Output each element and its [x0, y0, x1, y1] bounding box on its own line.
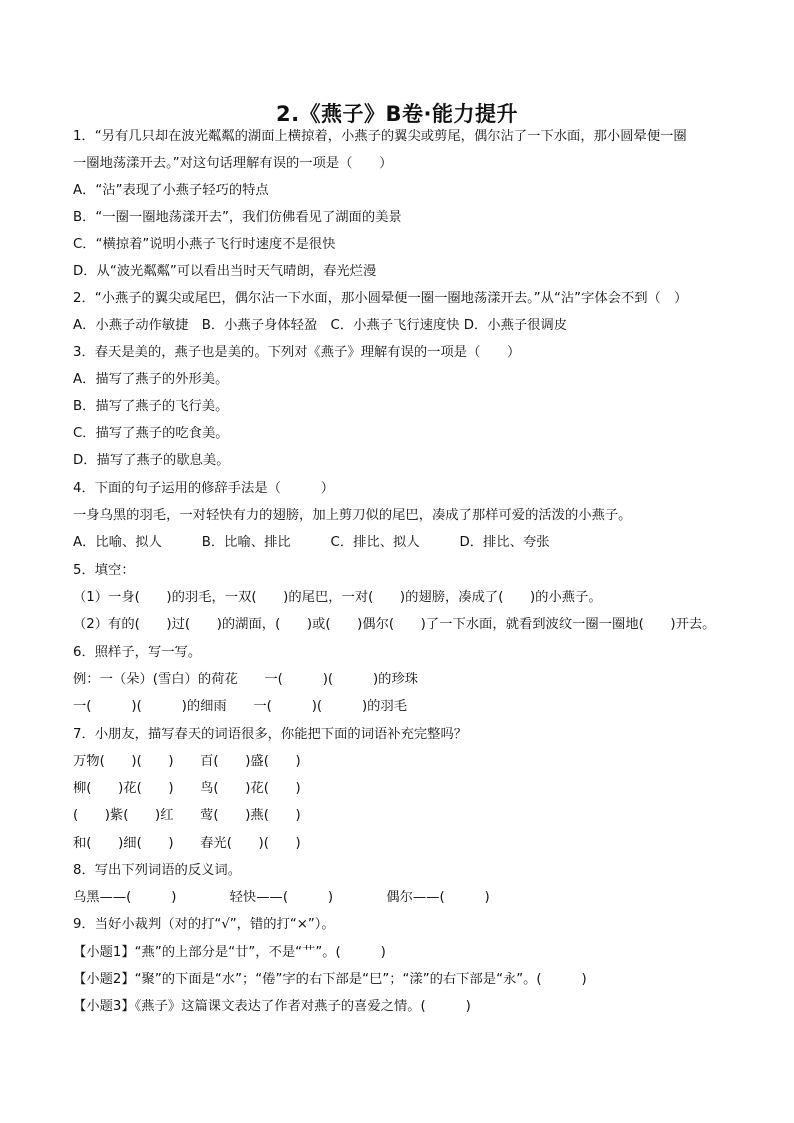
- question-8-stem: 8．写出下列词语的反义词。: [73, 863, 242, 878]
- question-9-sub-1: 【小题1】“燕”的上部分是“廿”，不是“艹”。( ): [73, 945, 386, 960]
- question-1-stem-line-2: 一圈地荡漾开去。”对这句话理解有误的一项是（ ）: [73, 156, 393, 171]
- question-7-row-3: ( )紫( )红 莺( )燕( ): [73, 808, 301, 823]
- question-6-blanks: 一( )( )的细雨 一( )( )的羽毛: [73, 699, 408, 714]
- question-2-options: A．小燕子动作敏捷 B．小燕子身体轻盈 C．小燕子飞行速度快 D．小燕子很调皮: [73, 318, 568, 333]
- question-6-stem: 6．照样子，写一写。: [73, 645, 202, 660]
- question-7-row-4: 和( )细( ) 春光( )( ): [73, 836, 301, 851]
- question-3-stem: 3．春天是美的，燕子也是美的。下列对《燕子》理解有误的一项是（ ）: [73, 345, 521, 360]
- question-3-option-b: B．描写了燕子的飞行美。: [73, 399, 229, 414]
- question-8-blanks: 乌黑——( ) 轻快——( ) 偶尔——( ): [73, 890, 490, 905]
- question-9-sub-3: 【小题3】《燕子》这篇课文表达了作者对燕子的喜爱之情。( ): [73, 999, 471, 1014]
- question-3-option-c: C．描写了燕子的吃食美。: [73, 426, 229, 441]
- question-4-sentence: 一身乌黑的羽毛，一对轻快有力的翅膀，加上剪刀似的尾巴，凑成了那样可爱的活泼的小燕子。: [73, 508, 632, 523]
- question-5-item-2: （2）有的( )过( )的湖面，( )或( )偶尔( )了一下水面，就看到波纹一圈一圈地( )开去。: [73, 617, 716, 632]
- question-4-stem: 4．下面的句子运用的修辞手法是（ ）: [73, 481, 335, 496]
- question-7-row-2: 柳( )花( ) 鸟( )花( ): [73, 781, 301, 796]
- page-title: 2.《燕子》B卷·能力提升: [275, 102, 519, 126]
- question-3-option-d: D．描写了燕子的歇息美。: [73, 453, 230, 468]
- question-1-option-d: D．从“波光粼粼”可以看出当时天气晴朗，春光烂漫: [73, 264, 377, 279]
- question-7-row-1: 万物( )( ) 百( )盛( ): [73, 754, 301, 769]
- question-6-example: 例：一（朵）(雪白）的荷花 一( )( )的珍珠: [73, 672, 419, 687]
- question-1-stem-line-1: 1．“另有几只却在波光粼粼的湖面上横掠着，小燕子的翼尖或剪尾，偶尔沾了一下水面，那小圆晕便一圈: [73, 129, 687, 144]
- question-9-sub-2: 【小题2】“聚”的下面是“水”；“倦”字的右下部是“巳”；“漾”的右下部是“永”。( ): [73, 972, 587, 987]
- question-1-option-b: B．“一圈一圈地荡漾开去”，我们仿佛看见了湖面的美景: [73, 210, 402, 225]
- question-1-option-c: C．“横掠着”说明小燕子飞行时速度不是很快: [73, 237, 336, 252]
- question-3-option-a: A．描写了燕子的外形美。: [73, 372, 229, 387]
- question-5-stem: 5．填空：: [73, 563, 135, 578]
- question-4-options: A．比喻、拟人 B．比喻、排比 C．排比、拟人 D．排比、夸张: [73, 535, 550, 550]
- question-9-stem: 9．当好小裁判（对的打“√”，错的打“×”）。: [73, 917, 335, 932]
- question-7-stem: 7．小朋友，描写春天的词语很多，你能把下面的词语补充完整吗？: [73, 727, 468, 742]
- question-5-item-1: （1）一身( )的羽毛，一双( )的尾巴，一对( )的翅膀，凑成了( )的小燕子。: [73, 590, 602, 605]
- question-2-stem: 2．“小燕子的翼尖或尾巴，偶尔沾一下水面，那小圆晕便一圈一圈地荡漾开去。”从“沾”字体会不到（ ）: [73, 291, 688, 306]
- question-1-option-a: A．“沾”表现了小燕子轻巧的特点: [73, 183, 269, 198]
